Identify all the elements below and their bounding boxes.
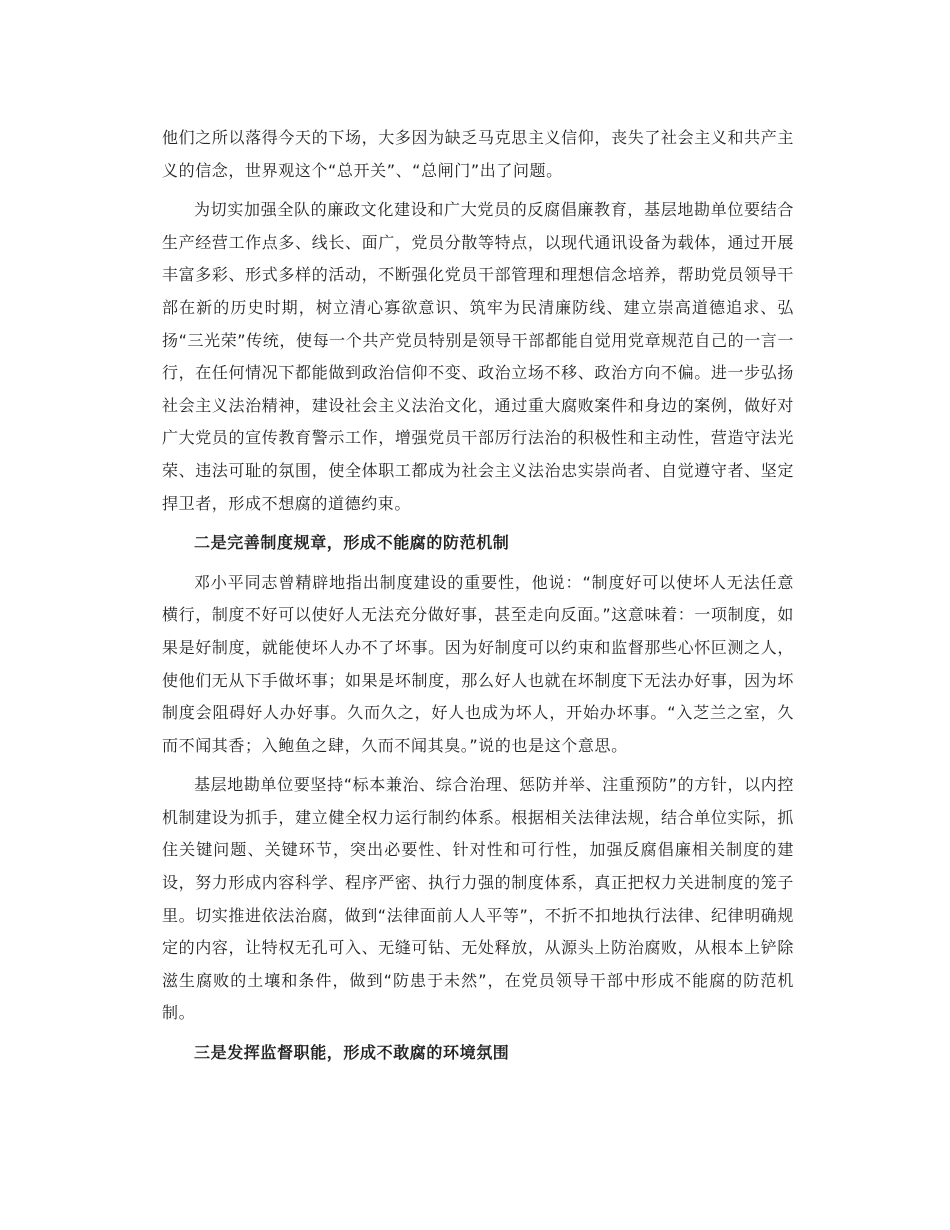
section-heading-3: 三是发挥监督职能，形成不敢腐的环境氛围 <box>194 1043 510 1063</box>
document-body <box>162 122 794 1077</box>
paragraph-continued: 他们之所以落得今天的下场，大多因为缺乏马克思主义信仰，丧失了社会主义和共产主义的信念，世界观这个“总开关”、“总闸门”出了问题。 <box>162 128 794 180</box>
paragraph-deng-quote: 邓小平同志曾精辟地指出制度建设的重要性，他说：“制度好可以使坏人无法任意横行，制度不好可以使好人无法充分做好事，甚至走向反面。”这意味着：一项制度，如果是好制度，就能使坏人办不了坏事。因为好制度可以约束和监督那些心怀叵测之人，使他们无从下手做坏事；如果是坏制度，那么好人也就在坏制度下无法办好事，因为坏制度会阻碍好人办好事。久而久之，好人也成为坏人，开始办坏事。“入芝兰之室，久而不闻其香；入鲍鱼之肆，久而不闻其臭。”说的也是这个意思。 <box>162 572 794 755</box>
paragraph-education: 为切实加强全队的廉政文化建设和广大党员的反腐倡廉教育，基层地勘单位要结合生产经营工作点多、线长、面广，党员分散等特点，以现代通讯设备为载体，通过开展丰富多彩、形式多样的活动，不断强化党员干部管理和理想信念培养，帮助党员领导干部在新的历史时期，树立清心寡欲意识、筑牢为民清廉防线、建立崇高道德追求、弘扬“三光荣”传统，使每一个共产党员特别是领导干部都能自觉用党章规范自己的一言一行，在任何情况下都能做到政治信仰不变、政治立场不移、政治方向不偏。进一步弘扬社会主义法治精神，建设社会主义法治文化，通过重大腐败案件和身边的案例，做好对广大党员的宣传教育警示工作，增强党员干部厉行法治的积极性和主动性，营造守法光荣、违法可耻的氛围，使全体职工都成为社会主义法治忠实崇尚者、自觉遵守者、坚定捍卫者，形成不想腐的道德约束。 <box>162 200 794 513</box>
section-heading-2: 二是完善制度规章，形成不能腐的防范机制 <box>194 533 510 553</box>
paragraph-institution: 基层地勘单位要坚持“标本兼治、综合治理、惩防并举、注重预防”的方针，以内控机制建设为抓手，建立健全权力运行制约体系。根据相关法律法规，结合单位实际，抓住关键问题、关键环节，突出必要性、针对性和可行性，加强反腐倡廉相关制度的建设，努力形成内容科学、程序严密、执行力强的制度体系，真正把权力关进制度的笼子里。切实推进依法治腐，做到“法律面前人人平等”，不折不扣地执行法律、纪律明确规定的内容，让特权无孔可入、无缝可钻、无处释放，从源头上防治腐败，从根本上铲除滋生腐败的土壤和条件，做到“防患于未然”，在党员领导干部中形成不能腐的防范机制。 <box>162 775 794 1023</box>
